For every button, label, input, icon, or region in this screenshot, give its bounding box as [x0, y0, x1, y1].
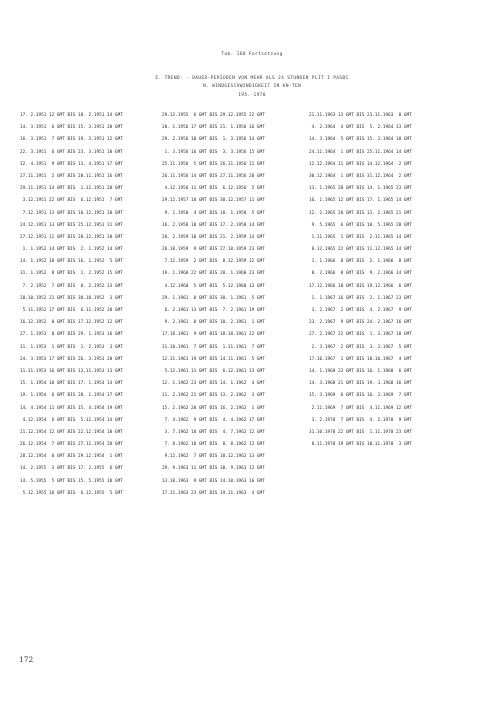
table-row: 4.12.1960 5 GMT BIS 5.12.1960 13 GMT	[162, 283, 265, 289]
table-row: 20. 1.1956 17 GMT BIS 21. 1.1956 16 GMT	[162, 125, 265, 131]
table-row: 1. 1.1966 8 GMT BIS 2. 1.1966 8 GMT	[309, 259, 412, 265]
table-row: 5.12.1955 16 GMT BIS 6.12.1955 5 GMT	[20, 490, 123, 496]
table-row: 4.12.1956 11 GMT BIS 6.12.1956 5 GMT	[162, 186, 265, 192]
table-row: 4.12.1954 6 GMT BIS 5.12.1954 14 GMT	[20, 417, 123, 423]
table-row: 28.10.1952 21 GMT BIS 30.10.1952 3 GMT	[20, 295, 123, 301]
table-row: 24.11.1964 1 GMT BIS 25.11.1964 14 GMT	[309, 149, 412, 155]
table-row: 9. 2.1961 0 GMT BIS 10. 2.1961 1 GMT	[162, 320, 265, 326]
table-row: 22. 3.1951 6 GMT BIS 23. 3.1951 18 GMT	[20, 149, 123, 155]
table-row: 16. 1.1965 12 GMT BIS 17. 1.1965 14 GMT	[309, 198, 412, 204]
period-column-3	[309, 110, 412, 451]
table-row: 29.12.1957 10 GMT BIS 30.12.1957 11 GMT	[162, 198, 265, 204]
table-row: 14. 1.1952 18 GMT BIS 16. 1.1952 5 GMT	[20, 259, 123, 265]
table-row: 27.11.1951 2 GMT BIS 28.11.1951 16 GMT	[20, 173, 123, 179]
table-row: 14. 2.1955 3 GMT BIS 17. 2.1955 6 GMT	[20, 466, 123, 472]
table-row: 26.12.1954 7 GMT BIS 27.12.1954 20 GMT	[20, 442, 123, 448]
table-row: 8.11.1970 19 GMT BIS 10.11.1970 3 GMT	[309, 442, 412, 448]
table-row: 26.11.1956 14 GMT BIS 27.11.1956 20 GMT	[162, 173, 265, 179]
table-row: 1. 1.1967 16 GMT BIS 2. 1.1967 23 GMT	[309, 295, 412, 301]
table-row: 11. 2.1962 21 GMT BIS 13. 2.1962 3 GMT	[162, 393, 265, 399]
table-row: 7.12.1951 13 GMT BIS 10.12.1951 10 GMT	[20, 210, 123, 216]
table-row: 14. 5.1955 5 GMT BIS 15. 5.1955 18 GMT	[20, 478, 123, 484]
table-row: 29.12.1955 6 GMT BIS 29.12.1955 22 GMT	[162, 113, 265, 118]
table-row: 6. 2.1961 13 GMT BIS 7. 2.1961 19 GMT	[162, 308, 265, 313]
period-column-1	[20, 110, 123, 500]
table-row: 12.12.1964 11 GMT BIS 14.12.1964 2 GMT	[309, 161, 412, 167]
table-row: 11.11.1953 16 GMT BIS 13.11.1953 13 GMT	[20, 368, 123, 374]
table-row: 14. 3.1968 21 GMT BIS 19. 3.1968 16 GMT	[309, 381, 412, 387]
table-row: 28.12.1954 0 GMT BIS 29.12.1954 1 GMT	[20, 454, 123, 460]
table-row: 19. 1.1960 22 GMT BIS 20. 1.1960 23 GMT	[162, 271, 265, 277]
table-row: 4. 2.1964 4 GMT BIS 5. 2.1964 13 GMT	[309, 125, 412, 131]
table-row: 2.11.1969 7 GMT BIS 4.11.1969 12 GMT	[309, 405, 412, 411]
table-row: 30.12.1964 1 GMT BIS 31.12.1964 2 GMT	[309, 173, 412, 179]
page-number: 172	[19, 655, 34, 664]
table-row: 1. 3.1956 16 GMT BIS 3. 3.1956 15 GMT	[162, 149, 265, 155]
table-row: 3. 2.1967 2 GMT BIS 4. 2.1967 9 GMT	[309, 308, 412, 313]
table-row: 27. 2.1967 22 GMT BIS 1. 3.1967 18 GMT	[309, 332, 412, 338]
period-column-2	[162, 110, 265, 500]
table-row: 13.10.1963 9 GMT BIS 14.10.1963 16 GMT	[162, 478, 265, 484]
table-row: 31.10.1961 7 GMT BIS 1.11.1961 7 GMT	[162, 344, 265, 350]
table-row: 23. 2.1967 9 GMT BIS 24. 2.1967 16 GMT	[309, 320, 412, 326]
table-row: 12. 2.1965 20 GMT BIS 13. 2.1965 21 GMT	[309, 210, 412, 216]
table-row: 31.10.1970 22 GMT BIS 1.11.1970 23 GMT	[309, 429, 412, 435]
table-row: 27. 1.1953 0 GMT BIS 29. 1.1953 16 GMT	[20, 332, 123, 338]
table-row: 31. 1.1952 8 GMT BIS 1. 2.1952 15 GMT	[20, 271, 123, 277]
table-row: 29.11.1951 14 GMT BIS 1.12.1951 20 GMT	[20, 186, 123, 192]
table-row: 9. 5.1965 6 GMT BIS 10. 5.1965 20 GMT	[309, 222, 412, 228]
table-row: 21.11.1963 13 GMT BIS 23.11.1963 0 GMT	[309, 113, 412, 118]
table-period: 195.-1970	[238, 93, 266, 98]
table-row: 17.10.1961 9 GMT BIS 18.10.1961 22 GMT	[162, 332, 265, 338]
table-row: 29. 2.1956 10 GMT BIS 1. 3.1956 14 GMT	[162, 137, 265, 143]
table-row: 7. 2.1952 7 GMT BIS 8. 2.1952 13 GMT	[20, 283, 123, 289]
table-row: 17.12.1966 18 GMT BIS 19.12.1966 6 GMT	[309, 283, 412, 289]
table-row: 3. 2.1970 7 GMT BIS 4. 2.1970 9 GMT	[309, 417, 412, 423]
table-row: 7.12.1959 2 GMT BIS 8.12.1959 12 GMT	[162, 259, 265, 265]
table-row: 24.12.1951 13 GMT BIS 25.12.1951 11 GMT	[20, 222, 123, 228]
table-row: 12. 4.1951 9 GMT BIS 13. 4.1951 17 GMT	[20, 161, 123, 167]
table-row: 14. 4.1954 11 GMT BIS 15. 4.1954 19 GMT	[20, 405, 123, 411]
table-row: 20. 2.1959 10 GMT BIS 21. 2.1959 14 GMT	[162, 234, 265, 240]
table-row: 15. 2.1962 20 GMT BIS 16. 2.1962 1 GMT	[162, 405, 265, 411]
table-row: 26.10.1959 9 GMT BIS 27.10.1959 23 GMT	[162, 247, 265, 253]
table-row: 9.12.1962 7 GMT BIS 10.12.1962 13 GMT	[162, 454, 265, 460]
table-row: 3. 7.1962 10 GMT BIS 4. 7.1962 12 GMT	[162, 429, 265, 435]
table-row: 27.12.1951 11 GMT BIS 28.12.1951 20 GMT	[20, 234, 123, 240]
table-row: 1.11.1965 1 GMT BIS 2.11.1965 14 GMT	[309, 234, 412, 240]
table-row: 14. 3.1951 6 GMT BIS 15. 3.1951 20 GMT	[20, 125, 123, 131]
table-row: 3.12.1951 22 GMT BIS 6.12.1951 7 GMT	[20, 198, 123, 204]
table-row: 12. 1.1962 23 GMT BIS 14. 1.1962 4 GMT	[162, 381, 265, 387]
table-row: 31. 1.1953 1 GMT BIS 1. 2.1953 3 GMT	[20, 344, 123, 350]
table-row: 29. 1.1961 0 GMT BIS 30. 1.1961 5 GMT	[162, 295, 265, 301]
table-row: 9. 1.1958 4 GMT BIS 10. 1.1958 5 GMT	[162, 210, 265, 216]
table-row: 16. 2.1958 10 GMT BIS 17. 2.1958 14 GMT	[162, 222, 265, 228]
table-row: 13. 1.1965 20 GMT BIS 14. 1.1965 23 GMT	[309, 186, 412, 192]
table-row: 24. 3.1953 17 GMT BIS 26. 3.1953 20 GMT	[20, 356, 123, 362]
table-row: 8. 2.1966 8 GMT BIS 9. 2.1966 14 GMT	[309, 271, 412, 277]
table-row: 14. 1.1968 23 GMT BIS 16. 1.1968 6 GMT	[309, 368, 412, 374]
table-row: 1. 1.1952 14 GMT BIS 2. 1.1952 14 GMT	[20, 247, 123, 253]
table-row: 12.11.1961 19 GMT BIS 14.11.1961 5 GMT	[162, 356, 265, 362]
table-row: 17. 2.1951 12 GMT BIS 18. 2.1951 14 GMT	[20, 113, 123, 118]
table-row: 16. 3.1951 7 GMT BIS 19. 3.1951 12 GMT	[20, 137, 123, 143]
table-title: E. TREND- - DAUER-PERIODEN VON MEHR ALS 24 STUNDEN PLIT I PASBC	[155, 76, 349, 81]
table-caption: Tab. 160 Fortsetzung	[221, 52, 283, 57]
table-row: 17.10.1967 1 GMT BIS 18.10.1967 4 GMT	[309, 356, 412, 362]
table-row: 19. 1.1954 6 GMT BIS 20. 1.1954 17 GMT	[20, 393, 123, 399]
table-row: 29. 9.1963 11 GMT BIS 30. 9.1963 13 GMT	[162, 466, 265, 472]
table-row: 16.12.1952 0 GMT BIS 17.12.1952 12 GMT	[20, 320, 123, 326]
table-row: 21.12.1954 12 GMT BIS 22.12.1954 18 GMT	[20, 429, 123, 435]
table-row: 14. 3.1964 5 GMT BIS 15. 3.1964 18 GMT	[309, 137, 412, 143]
table-row: 7. 8.1962 10 GMT BIS 8. 8.1962 13 GMT	[162, 442, 265, 448]
table-row: 5.12.1961 11 GMT BIS 6.12.1961 13 GMT	[162, 368, 265, 374]
table-row: 7. 4.1962 9 GMT BIS 4. 4.1962 17 GMT	[162, 417, 265, 423]
table-row: 15. 3.1969 6 GMT BIS 16. 3.1969 7 GMT	[309, 393, 412, 399]
table-subtitle: N. WINDGESCHWINDIGKEIT IN KN-TEN	[202, 84, 302, 89]
table-row: 5.11.1952 17 GMT BIS 6.11.1952 20 GMT	[20, 308, 123, 313]
table-row: 25.11.1956 5 GMT BIS 26.11.1956 11 GMT	[162, 161, 265, 167]
table-row: 8.12.1965 22 GMT BIS 11.12.1965 14 GMT	[309, 247, 412, 253]
table-row: 2. 3.1967 2 GMT BIS 3. 3.1967 5 GMT	[309, 344, 412, 350]
table-row: 17.11.1963 23 GMT BIS 19.11.1963 4 GMT	[162, 490, 265, 496]
table-row: 15. 1.1954 10 GMT BIS 17. 1.1954 14 GMT	[20, 381, 123, 387]
